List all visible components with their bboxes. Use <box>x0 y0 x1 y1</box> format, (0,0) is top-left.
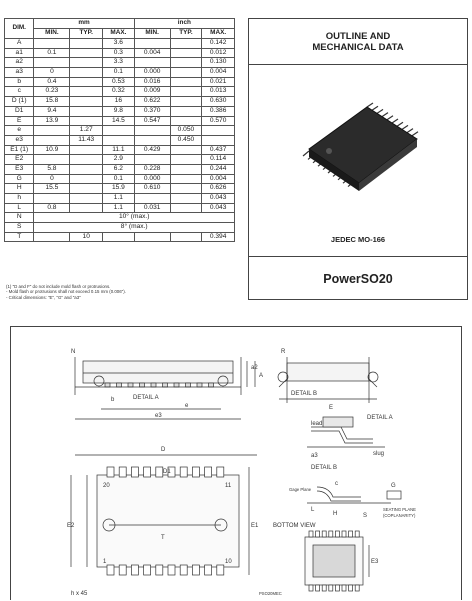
pin-shape <box>180 565 187 575</box>
value-cell: 0.012 <box>202 48 235 58</box>
value-cell <box>134 39 170 49</box>
value-cell: 0.244 <box>202 164 235 174</box>
label-l: L <box>311 507 315 513</box>
label-detail-b: DETAIL B <box>291 391 318 397</box>
value-cell <box>70 155 103 165</box>
label-detail-b-2: DETAIL B <box>311 465 338 471</box>
value-cell <box>70 145 103 155</box>
label-bottom-view: BOTTOM VIEW <box>273 523 316 529</box>
value-cell: 10 <box>70 232 103 242</box>
label-pin20: 20 <box>103 483 110 489</box>
value-cell <box>70 116 103 126</box>
note-line: (1) "D and F" do not include mold flash or protrusions. <box>6 284 111 289</box>
dimension-table <box>4 18 235 242</box>
value-cell <box>70 106 103 116</box>
value-cell: 3.3 <box>103 58 135 68</box>
pin-shape <box>117 383 122 387</box>
value-cell: 0.386 <box>202 106 235 116</box>
value-cell <box>170 68 202 78</box>
value-cell: 0.114 <box>202 155 235 165</box>
label-h: H <box>333 511 338 517</box>
table-row <box>5 58 235 68</box>
value-cell: 5.8 <box>34 164 70 174</box>
value-cell <box>170 232 202 242</box>
value-cell: 0.021 <box>202 77 235 87</box>
value-cell <box>70 174 103 184</box>
pin-shape <box>382 113 388 117</box>
label-t: T <box>161 535 165 541</box>
table-row <box>5 194 235 204</box>
pin-shape <box>107 467 114 477</box>
pin-shape <box>205 565 212 575</box>
value-cell <box>103 232 135 242</box>
pin-shape <box>197 383 202 387</box>
pin-shape <box>163 383 168 387</box>
mechanical-drawing-panel <box>10 326 462 600</box>
sub-header: MIN. <box>34 29 70 39</box>
pin-shape <box>205 467 212 477</box>
label-detail-a-2: DETAIL A <box>367 415 393 421</box>
value-cell: 0.23 <box>34 87 70 97</box>
dim-cell: E <box>5 116 34 126</box>
pin-shape <box>335 531 339 537</box>
dim-cell: a3 <box>5 68 34 78</box>
value-cell <box>70 194 103 204</box>
dim-cell: H <box>5 184 34 194</box>
value-cell <box>70 97 103 107</box>
dim-cell: E2 <box>5 155 34 165</box>
value-cell <box>170 97 202 107</box>
table-row <box>5 116 235 126</box>
value-cell: 0.4 <box>34 77 70 87</box>
table-row <box>5 39 235 49</box>
value-cell: 9.8 <box>103 106 135 116</box>
pin-shape <box>387 116 393 120</box>
pin-shape <box>402 125 408 129</box>
mm-header: mm <box>34 19 134 29</box>
value-cell <box>170 203 202 213</box>
pin-shape <box>355 585 359 591</box>
sub-header: TYP. <box>70 29 103 39</box>
pin-shape <box>174 383 179 387</box>
value-cell <box>70 184 103 194</box>
table-row <box>5 184 235 194</box>
value-cell <box>34 39 70 49</box>
pin-shape <box>119 565 126 575</box>
label-e3-bottom: E3 <box>371 559 379 565</box>
pin-shape <box>309 585 313 591</box>
dim-cell: c <box>5 87 34 97</box>
value-cell <box>70 68 103 78</box>
value-cell <box>202 126 235 136</box>
pin-shape <box>367 103 373 107</box>
value-cell: 0.016 <box>134 77 170 87</box>
value-cell: 0.547 <box>134 116 170 126</box>
value-cell: 0.043 <box>202 194 235 204</box>
value-cell: 13.9 <box>34 116 70 126</box>
sub-header: MAX. <box>202 29 235 39</box>
title-line: OUTLINE AND <box>325 31 391 42</box>
value-cell: 15.8 <box>34 97 70 107</box>
value-cell: 0.394 <box>202 232 235 242</box>
value-cell <box>134 155 170 165</box>
value-cell: 0.630 <box>202 97 235 107</box>
value-cell: 0 <box>34 174 70 184</box>
pin-shape <box>329 585 333 591</box>
pin-shape <box>392 119 398 123</box>
value-cell <box>134 135 170 145</box>
pin-shape <box>192 565 199 575</box>
value-cell: 0.000 <box>134 174 170 184</box>
value-cell <box>70 164 103 174</box>
value-cell <box>170 116 202 126</box>
table-row <box>5 126 235 136</box>
value-cell <box>70 58 103 68</box>
pin-shape <box>131 565 138 575</box>
sub-header: MAX. <box>103 29 135 39</box>
value-cell <box>34 232 70 242</box>
dim-cell: D (1) <box>5 97 34 107</box>
pin-shape <box>309 531 313 537</box>
label-gage-plane: Gage Plane <box>289 487 312 492</box>
side-view <box>75 357 255 419</box>
value-cell <box>34 135 70 145</box>
table-row-s <box>5 223 235 233</box>
value-cell: 0.142 <box>202 39 235 49</box>
value-cell <box>103 126 135 136</box>
value-cell <box>34 126 70 136</box>
value-cell: 0.53 <box>103 77 135 87</box>
pin-shape <box>322 531 326 537</box>
pin-shape <box>322 585 326 591</box>
label-pin11: 11 <box>225 483 232 489</box>
dim-cell: b <box>5 77 34 87</box>
value-cell: 0.043 <box>202 203 235 213</box>
pin-shape <box>180 467 187 477</box>
table-row <box>5 48 235 58</box>
value-cell: 11.1 <box>103 145 135 155</box>
package-name: PowerSO20 <box>323 272 393 286</box>
value-cell: 0.000 <box>134 68 170 78</box>
label-coplanarity: (COPLANARITY) <box>383 513 416 518</box>
pin-shape <box>209 383 214 387</box>
table-row <box>5 87 235 97</box>
pin-shape <box>349 531 353 537</box>
label-h-x-45: h x 45 <box>71 591 88 597</box>
pin-shape <box>329 531 333 537</box>
value-cell: 0.228 <box>134 164 170 174</box>
label-slug: slug <box>373 451 385 457</box>
package-3d-image <box>289 79 429 219</box>
value-cell <box>170 39 202 49</box>
value-cell: 0.570 <box>202 116 235 126</box>
label-e1: E1 <box>251 523 259 529</box>
value-cell: 11.43 <box>70 135 103 145</box>
label-d: D <box>161 447 166 453</box>
value-cell: 0.050 <box>170 126 202 136</box>
dim-cell: G <box>5 174 34 184</box>
dim-cell: S <box>5 223 34 233</box>
dim-cell: N <box>5 213 34 223</box>
table-body <box>5 39 235 242</box>
panel-divider <box>249 256 467 257</box>
value-cell <box>34 58 70 68</box>
label-e3: e3 <box>155 413 162 419</box>
value-cell: 2.9 <box>103 155 135 165</box>
pin-shape <box>412 132 418 136</box>
value-cell <box>202 135 235 145</box>
pin-shape <box>316 585 320 591</box>
value-cell: 1.27 <box>70 126 103 136</box>
table-row <box>5 68 235 78</box>
pin-shape <box>192 467 199 477</box>
note-line: - Critical dimensions: "E", "G" and "a3" <box>6 294 81 300</box>
dim-cell: E3 <box>5 164 34 174</box>
value-cell: 6.2 <box>103 164 135 174</box>
label-n: N <box>71 349 76 355</box>
value-cell: 0.1 <box>103 174 135 184</box>
label-seating-plane: SEATING PLANE <box>383 507 416 512</box>
value-cell <box>134 232 170 242</box>
value-cell: 0.610 <box>134 184 170 194</box>
value-cell: 3.6 <box>103 39 135 49</box>
outline-panel <box>248 18 468 300</box>
pin-shape <box>303 151 309 156</box>
pin-shape <box>131 467 138 477</box>
value-cell <box>134 194 170 204</box>
value-cell <box>170 77 202 87</box>
label-pin1: 1 <box>103 559 107 565</box>
sub-header: TYP. <box>170 29 202 39</box>
label-a2: a2 <box>251 365 258 371</box>
table-row <box>5 145 235 155</box>
table-header-row <box>5 19 235 29</box>
label-a3: a3 <box>311 453 318 459</box>
value-cell: 16 <box>103 97 135 107</box>
table-row <box>5 135 235 145</box>
pin-shape <box>397 122 403 126</box>
value-cell: 1.1 <box>103 194 135 204</box>
value-cell <box>170 194 202 204</box>
label-g: G <box>391 483 396 489</box>
pin1-marker <box>326 148 332 154</box>
value-cell: 0.370 <box>134 106 170 116</box>
value-cell <box>70 203 103 213</box>
detail-b <box>307 487 401 503</box>
table-row <box>5 106 235 116</box>
label-e-width: E <box>329 405 334 411</box>
label-detail-a: DETAIL A <box>133 395 159 401</box>
label-e2: E2 <box>67 523 75 529</box>
pin-shape <box>372 106 378 110</box>
table-row <box>5 155 235 165</box>
label-e: e <box>185 403 189 409</box>
inch-header: inch <box>134 19 234 29</box>
pin-shape <box>107 565 114 575</box>
value-cell: 0.8 <box>34 203 70 213</box>
value-cell: 0.429 <box>134 145 170 155</box>
value-cell: 0.450 <box>170 135 202 145</box>
value-cell <box>70 77 103 87</box>
pin-shape <box>186 383 191 387</box>
value-cell <box>134 58 170 68</box>
pin-shape <box>349 585 353 591</box>
value-cell: 9.4 <box>34 106 70 116</box>
value-cell <box>70 87 103 97</box>
value-cell: 0.437 <box>202 145 235 155</box>
value-cell: 0.009 <box>134 87 170 97</box>
value-cell <box>170 184 202 194</box>
value-cell <box>170 58 202 68</box>
pin-shape <box>151 383 156 387</box>
pin-shape <box>144 467 151 477</box>
dim-cell: h <box>5 194 34 204</box>
table-row <box>5 97 235 107</box>
pin-shape <box>377 109 383 113</box>
value-cell: 0.622 <box>134 97 170 107</box>
table-row <box>5 174 235 184</box>
value-cell <box>170 155 202 165</box>
pin-shape <box>156 467 163 477</box>
table-row <box>5 164 235 174</box>
value-cell <box>170 106 202 116</box>
pin-shape <box>355 531 359 537</box>
label-r: R <box>281 349 286 355</box>
value-cell: 8° (max.) <box>34 223 235 233</box>
dim-cell: a2 <box>5 58 34 68</box>
value-cell <box>170 87 202 97</box>
value-cell: 0.013 <box>202 87 235 97</box>
dim-header: DIM. <box>5 19 34 39</box>
table-row <box>5 77 235 87</box>
dim-cell: L <box>5 203 34 213</box>
value-cell: 14.5 <box>103 116 135 126</box>
value-cell <box>103 135 135 145</box>
table-subheader-row <box>5 29 235 39</box>
pin-shape <box>342 585 346 591</box>
table-row <box>5 203 235 213</box>
value-cell: 15.5 <box>34 184 70 194</box>
label-pin10: 10 <box>225 559 232 565</box>
label-lead: lead <box>311 421 323 427</box>
dim-cell: e3 <box>5 135 34 145</box>
jedec-label: JEDEC MO-166 <box>330 235 386 244</box>
label-b: b <box>111 397 115 403</box>
value-cell <box>134 126 170 136</box>
table-row-n <box>5 213 235 223</box>
pin-shape <box>119 467 126 477</box>
dim-cell: e <box>5 126 34 136</box>
value-cell <box>170 164 202 174</box>
value-cell <box>170 145 202 155</box>
sub-header: MIN. <box>134 29 170 39</box>
outline-title <box>249 19 467 65</box>
label-s: S <box>363 513 368 519</box>
value-cell: 10° (max.) <box>34 213 235 223</box>
mechanical-drawing <box>11 327 461 601</box>
dim-cell: D1 <box>5 106 34 116</box>
label-d1: D1 <box>163 469 171 475</box>
value-cell: 0.004 <box>202 174 235 184</box>
dim-cell: a1 <box>5 48 34 58</box>
label-c: c <box>335 481 338 487</box>
value-cell: 0.626 <box>202 184 235 194</box>
value-cell: 0.130 <box>202 58 235 68</box>
value-cell: 0.031 <box>134 203 170 213</box>
pin-shape <box>407 129 413 133</box>
dim-cell: A <box>5 39 34 49</box>
value-cell: 0.004 <box>134 48 170 58</box>
value-cell: 0 <box>34 68 70 78</box>
pin-shape <box>316 531 320 537</box>
value-cell: 0.1 <box>103 68 135 78</box>
dim-cell: T <box>5 232 34 242</box>
label-a: A <box>259 373 264 379</box>
pin-shape <box>168 565 175 575</box>
title-line: MECHANICAL DATA <box>312 42 404 53</box>
value-cell: 1.1 <box>103 203 135 213</box>
pin-shape <box>335 585 339 591</box>
value-cell <box>70 39 103 49</box>
pin-shape <box>342 531 346 537</box>
value-cell: 0.32 <box>103 87 135 97</box>
value-cell <box>34 155 70 165</box>
value-cell: 0.004 <box>202 68 235 78</box>
value-cell: 15.9 <box>103 184 135 194</box>
note-line: - Mold flash or protrusions shall not exceed 0.15 mm (0.006"). <box>6 289 126 295</box>
value-cell <box>170 174 202 184</box>
pin-shape <box>156 565 163 575</box>
table-notes <box>6 284 234 300</box>
pin-shape <box>144 565 151 575</box>
value-cell <box>170 48 202 58</box>
value-cell <box>70 48 103 58</box>
value-cell: 0.3 <box>103 48 135 58</box>
pin-shape <box>217 467 224 477</box>
pin-shape <box>217 565 224 575</box>
value-cell: 0.1 <box>34 48 70 58</box>
dim-cell: E1 (1) <box>5 145 34 155</box>
bottom-view <box>305 531 369 591</box>
table-row-t <box>5 232 235 242</box>
value-cell: 10.9 <box>34 145 70 155</box>
value-cell <box>34 194 70 204</box>
pin-shape <box>105 383 110 387</box>
pin-shape <box>128 383 133 387</box>
label-drawing-no: PSO20MEC <box>259 591 282 596</box>
pin-shape <box>140 383 145 387</box>
package-body-top <box>309 107 417 183</box>
